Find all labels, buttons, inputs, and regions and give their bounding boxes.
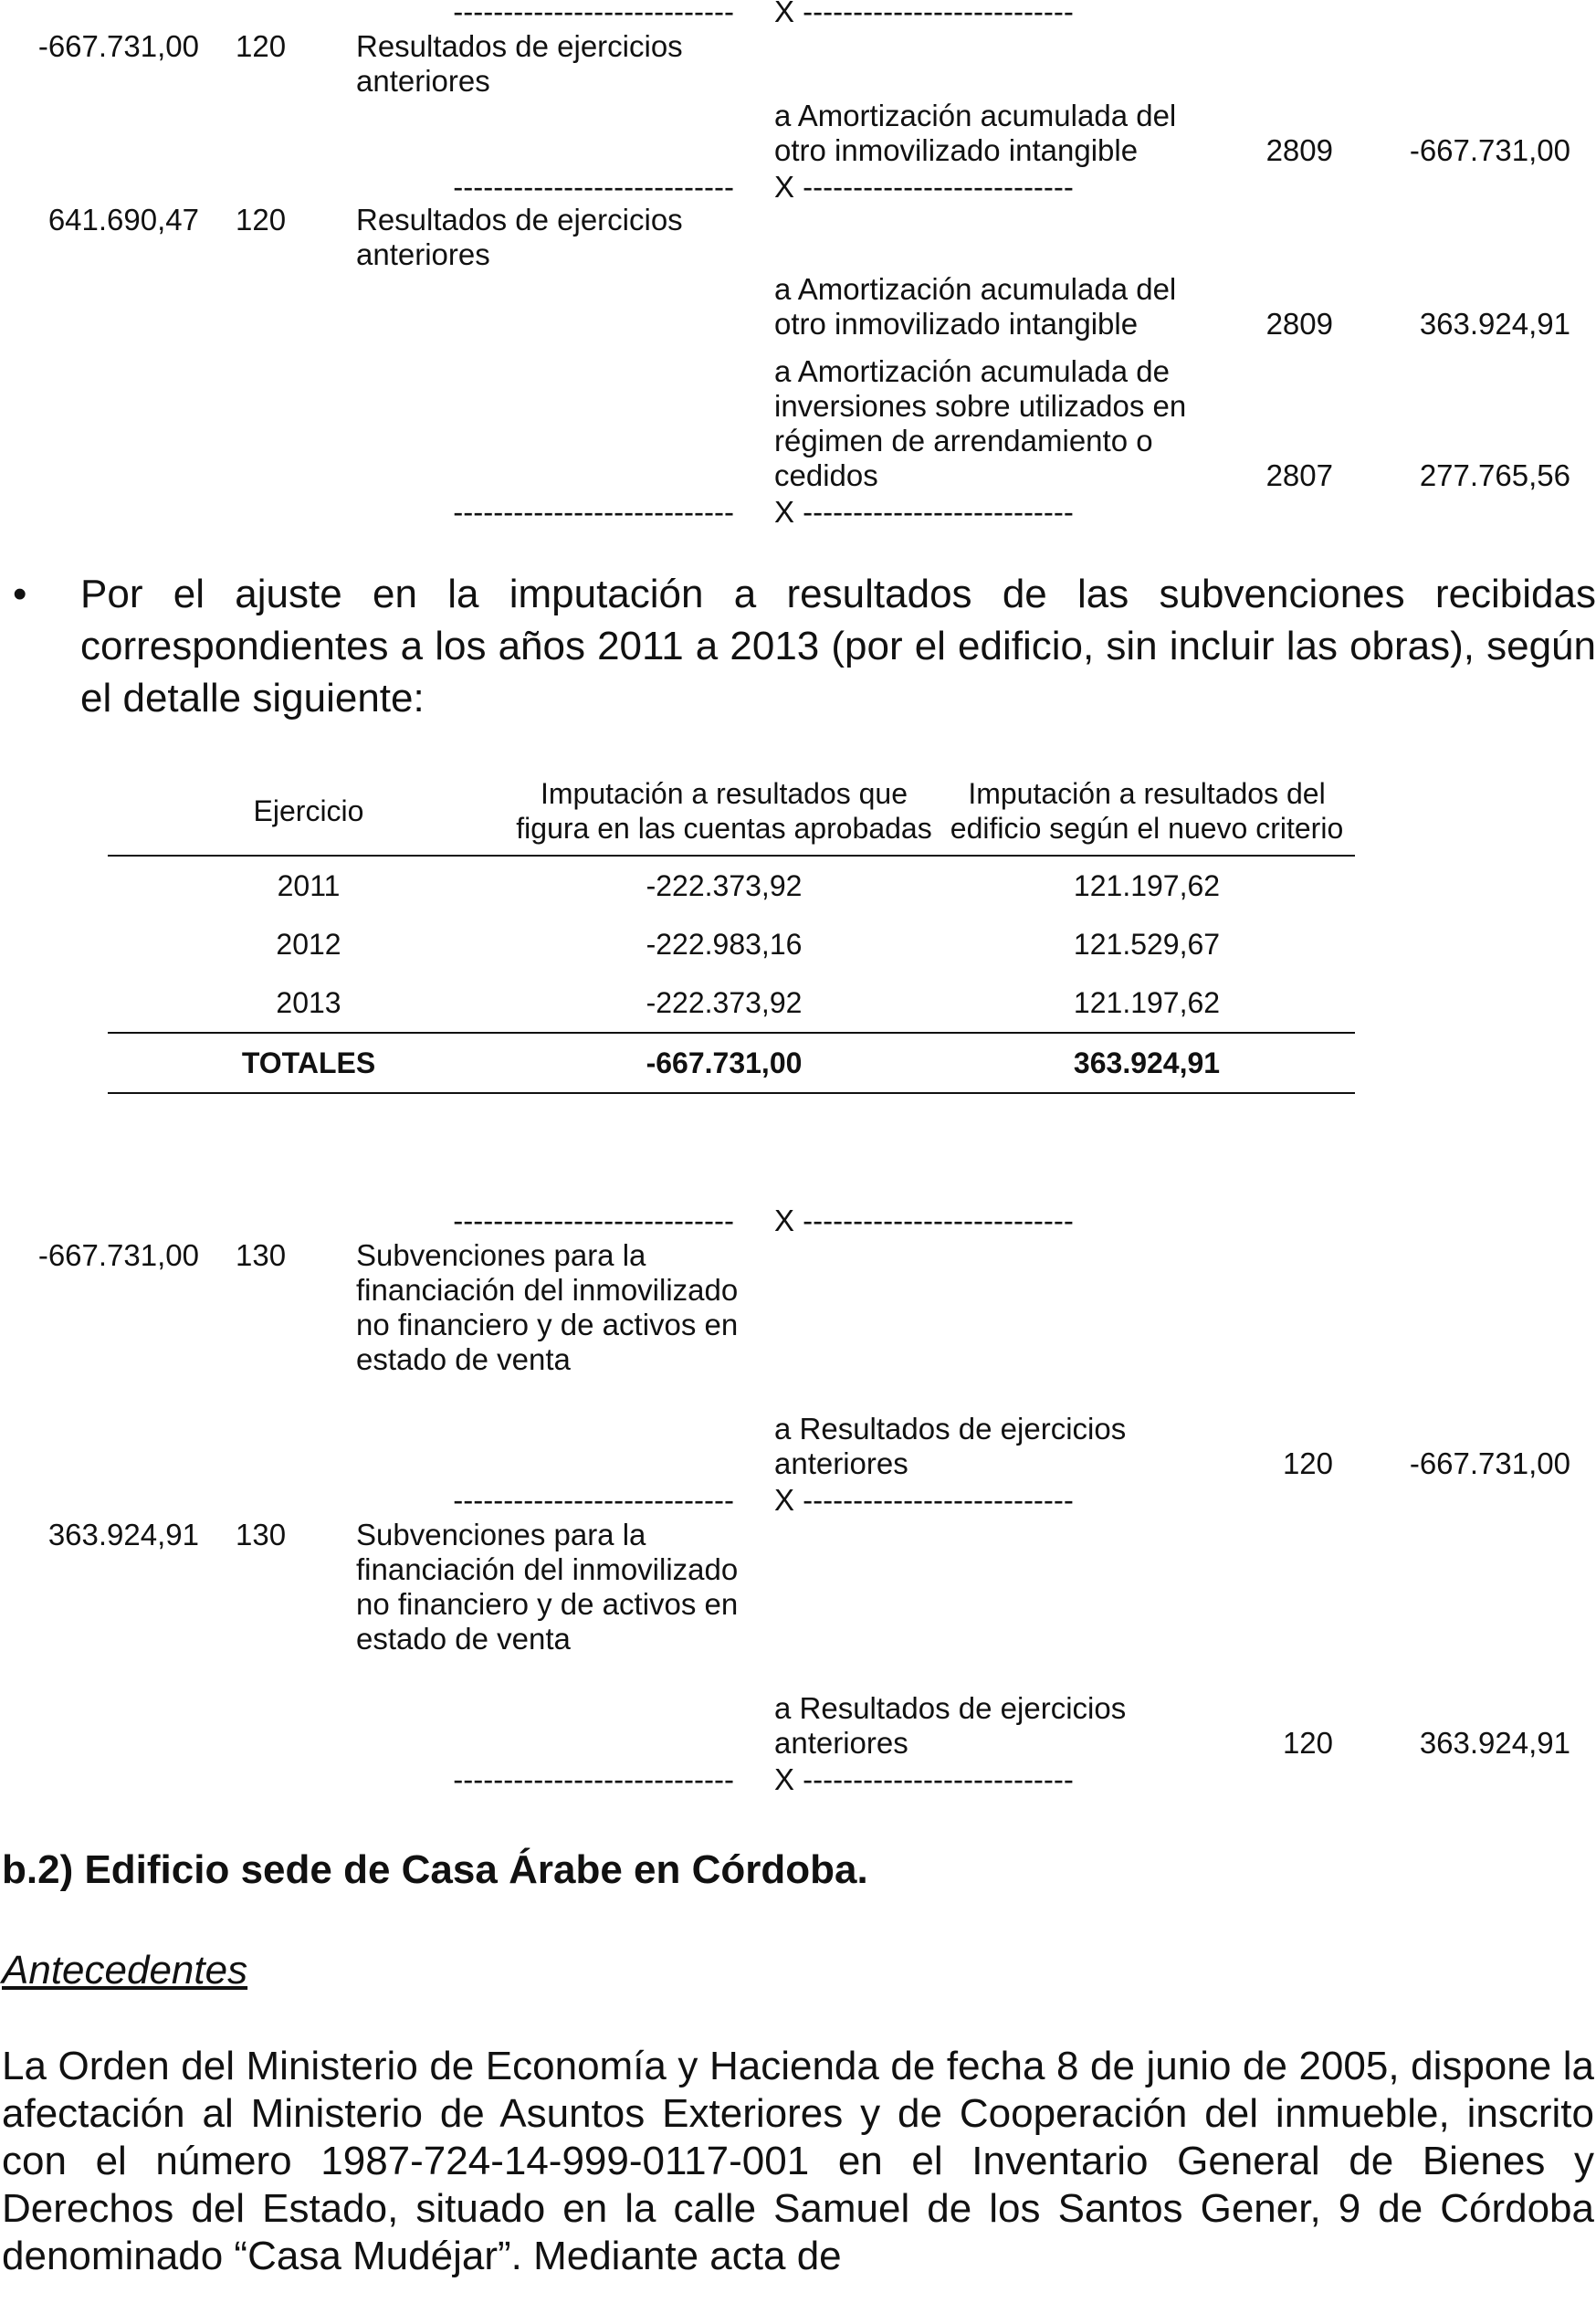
- separator-left: ----------------------------: [453, 1483, 734, 1517]
- debit-account: 120: [236, 29, 287, 63]
- debit-account: 130: [236, 1238, 287, 1272]
- column-header: Imputación a resultados del edificio según el nuevo criterio: [939, 773, 1355, 856]
- table-cell: 121.197,62: [1073, 986, 1221, 1019]
- table-cell: 121.197,62: [1073, 869, 1221, 902]
- table-cell: 363.924,91: [939, 1033, 1355, 1093]
- debit-amount: 363.924,91: [47, 1518, 199, 1551]
- table-cell: 2013: [276, 986, 341, 1019]
- separator-right: X ---------------------------: [774, 0, 1074, 28]
- credit-amount: 363.924,91: [1419, 1726, 1570, 1760]
- table-cell: 2012: [276, 928, 341, 961]
- separator-right: X ---------------------------: [774, 1204, 1074, 1237]
- table-header-row: [108, 773, 1355, 856]
- table-cell: -222.983,16: [646, 928, 803, 961]
- credit-amount: 363.924,91: [1419, 307, 1570, 341]
- body-paragraph: La Orden del Ministerio de Economía y Hacienda de fecha 8 de junio de 2005, dispone la afectación al Ministerio de Asuntos Exteriores y de Cooperación del inmueble, inscrito con el número 1987-724-14-999-0117-001 en el Inventario General de Bienes y Derechos del Estado, situado en la calle Samuel de los Santos Gener, 9 de Córdoba denominado “Casa Mudéjar”. Mediante acta de: [2, 2044, 1594, 2278]
- credit-account: 2807: [1265, 458, 1333, 492]
- credit-amount: -667.731,00: [1409, 1446, 1570, 1480]
- table-cell: -222.373,92: [646, 869, 803, 902]
- separator-left: ----------------------------: [453, 495, 734, 529]
- credit-amount: -667.731,00: [1409, 133, 1570, 167]
- column-header: Ejercicio: [108, 773, 509, 856]
- table-total-row: [108, 1033, 1355, 1093]
- credit-account-name: a Resultados de ejercicios anteriores: [774, 1691, 1127, 1760]
- credit-account-name: a Resultados de ejercicios anteriores: [774, 1412, 1127, 1480]
- separator-left: ----------------------------: [453, 170, 734, 204]
- credit-account: 120: [1282, 1726, 1333, 1760]
- separator-left: ----------------------------: [453, 0, 734, 28]
- credit-account-name: a Amortización acumulada del otro inmovilizado intangible: [774, 99, 1177, 167]
- debit-account: 120: [236, 203, 287, 237]
- table-cell: 121.529,67: [1073, 928, 1221, 961]
- debit-account-name: Subvenciones para la financiación del inmovilizado no financiero y de activos en estado de venta: [356, 1518, 739, 1656]
- separator-right: X ---------------------------: [774, 1483, 1074, 1517]
- bullet-icon: •: [13, 572, 27, 616]
- imputation-table: [108, 773, 1355, 1094]
- debit-amount: 641.690,47: [47, 203, 199, 237]
- table-row: [108, 915, 1355, 973]
- debit-account-name: Resultados de ejercicios anteriores: [356, 29, 683, 98]
- table-row: [108, 856, 1355, 915]
- credit-account: 2809: [1265, 133, 1333, 167]
- section-heading: b.2) Edificio sede de Casa Árabe en Córdoba.: [2, 1847, 868, 1892]
- separator-right: X ---------------------------: [774, 1762, 1074, 1796]
- separator-left: ----------------------------: [453, 1762, 734, 1796]
- section-subheading: Antecedentes: [2, 1948, 248, 1993]
- credit-account-name: a Amortización acumulada del otro inmovilizado intangible: [774, 272, 1177, 341]
- debit-account-name: Resultados de ejercicios anteriores: [356, 203, 683, 271]
- table-cell: 2011: [277, 869, 341, 902]
- bullet-text: Por el ajuste en la imputación a resultados de las subvenciones recibidas correspondientes a los años 2011 a 2013 (por el edificio, sin incluir las obras), según el detalle siguiente:: [80, 572, 1596, 720]
- table-cell: -667.731,00: [509, 1033, 939, 1093]
- table-cell: TOTALES: [108, 1033, 509, 1093]
- debit-amount: -667.731,00: [37, 1238, 199, 1272]
- credit-account-name: a Amortización acumulada de inversiones sobre utilizados en régimen de arrendamiento o cedidos: [774, 354, 1187, 492]
- debit-account-name: Subvenciones para la financiación del inmovilizado no financiero y de activos en estado de venta: [356, 1238, 739, 1376]
- table-cell: -222.373,92: [646, 986, 803, 1019]
- separator-right: X ---------------------------: [774, 495, 1074, 529]
- separator-left: ----------------------------: [453, 1204, 734, 1237]
- column-header: Imputación a resultados que figura en las cuentas aprobadas: [509, 773, 939, 856]
- separator-right: X ---------------------------: [774, 170, 1074, 204]
- credit-account: 2809: [1265, 307, 1333, 341]
- table-row: [108, 973, 1355, 1033]
- debit-amount: -667.731,00: [37, 29, 199, 63]
- credit-amount: 277.765,56: [1419, 458, 1570, 492]
- debit-account: 130: [236, 1518, 287, 1551]
- credit-account: 120: [1282, 1446, 1333, 1480]
